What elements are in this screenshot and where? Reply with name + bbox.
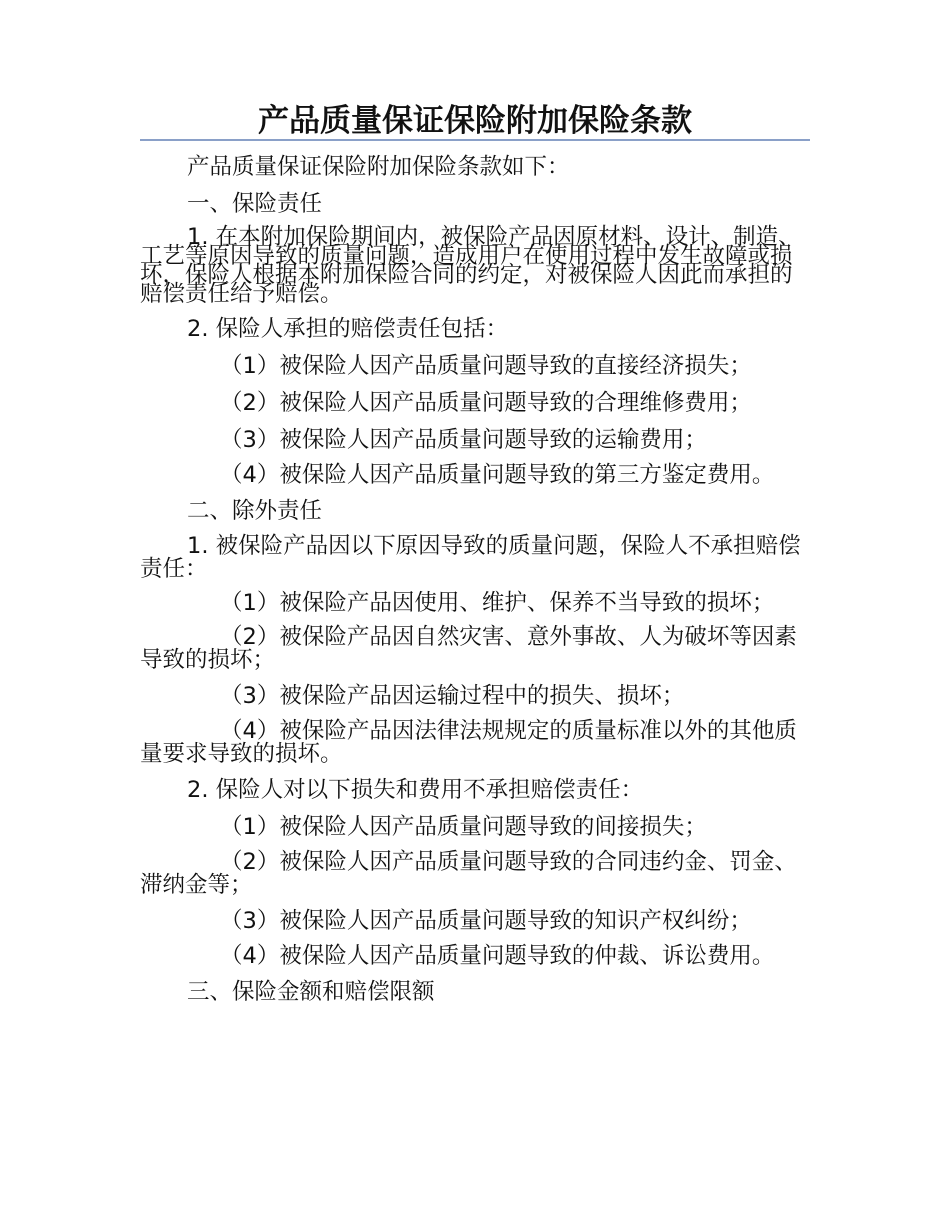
liability-subitem-1: （1）被保险人因产品质量问题导致的直接经济损失； <box>220 353 752 379</box>
liability-item-2: 2. 保险人承担的赔偿责任包括： <box>187 316 509 342</box>
exclusion-item-2: 2. 保险人对以下损失和费用不承担赔偿责任： <box>187 777 644 803</box>
exclusion-subitem-2: （2）被保险产品因自然灾害、意外事故、人为破坏等因素导致的损坏； <box>140 624 797 673</box>
exclusion-subitem-1: （1）被保险产品因使用、维护、保养不当导致的损坏； <box>220 590 775 616</box>
document-title: 产品质量保证保险附加保险条款 <box>258 103 692 139</box>
exclusion-item-1: 1. 被保险产品因以下原因导致的质量问题，保险人不承担赔偿责任： <box>140 533 801 582</box>
exclusion-subitem-3: （3）被保险产品因运输过程中的损失、损坏； <box>220 683 685 709</box>
liability-subitem-2: （2）被保险人因产品质量问题导致的合理维修费用； <box>220 390 752 416</box>
exclusion-subitem2-3: （3）被保险人因产品质量问题导致的知识产权纠纷； <box>220 908 752 934</box>
exclusion-subitem2-4: （4）被保险人因产品质量问题导致的仲裁、诉讼费用。 <box>220 943 775 969</box>
exclusion-subitem-4: （4）被保险产品因法律法规规定的质量标准以外的其他质量要求导致的损坏。 <box>140 718 797 767</box>
intro-paragraph: 产品质量保证保险附加保险条款如下： <box>187 154 570 180</box>
title-underline <box>140 139 810 141</box>
liability-item-1: 1. 在本附加保险期间内，被保险产品因原材料、设计、制造、工艺等原因导致的质量问题，造成用户在使用过程中发生故障或损坏，保险人根据本附加保险合同的约定，对被保险人因此而承担的赔偿责任给予赔偿。 <box>140 224 801 307</box>
liability-subitem-3: （3）被保险人因产品质量问题导致的运输费用； <box>220 427 707 453</box>
exclusion-subitem2-1: （1）被保险人因产品质量问题导致的间接损失； <box>220 814 707 840</box>
section-heading-exclusions: 二、除外责任 <box>187 498 323 524</box>
section-heading-liability: 一、保险责任 <box>187 191 323 217</box>
liability-subitem-4: （4）被保险人因产品质量问题导致的第三方鉴定费用。 <box>220 462 775 488</box>
section-heading-amount: 三、保险金额和赔偿限额 <box>187 979 435 1005</box>
document-body <box>140 154 810 1016</box>
exclusion-subitem2-2: （2）被保险人因产品质量问题导致的合同违约金、罚金、滞纳金等； <box>140 849 797 898</box>
